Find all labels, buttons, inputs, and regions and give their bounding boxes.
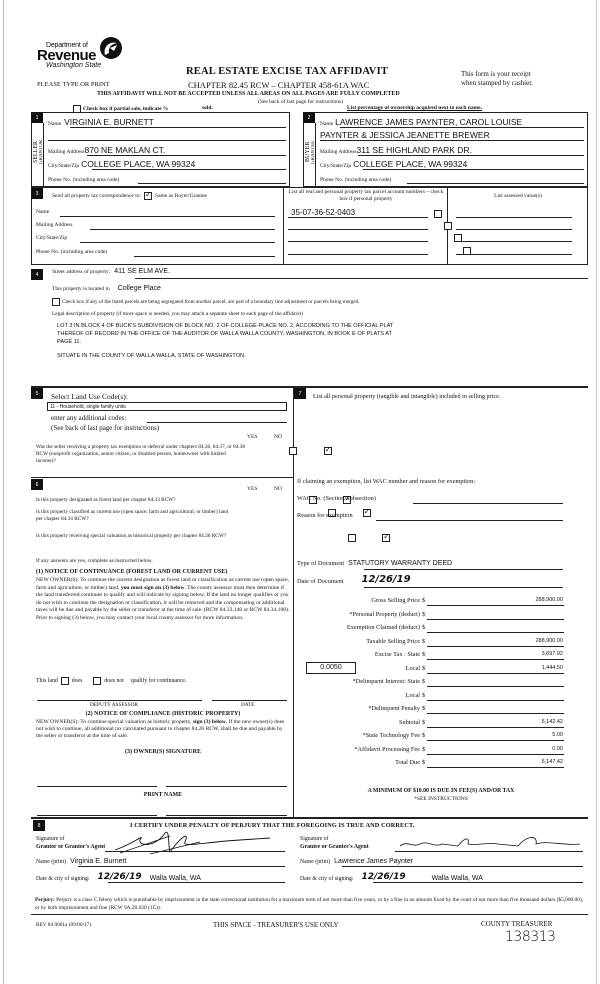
seller-city-value: COLLEGE PLACE, WA 99324	[81, 159, 196, 169]
minimum-due-notice: A MINIMUM OF $10.00 IS DUE IN FEE(S) AND/OR TAX	[367, 788, 515, 794]
list-percentage-note: List percentage of ownership acquired next to each name.	[347, 105, 482, 111]
yes-header: YES	[247, 486, 258, 492]
seller-city-field[interactable]	[48, 157, 286, 169]
currency-symbol: $	[422, 610, 426, 618]
parcel-1-personal-checkbox[interactable]	[434, 210, 442, 218]
exemption-claim-label: If claiming an exemption, list WAC number and reason for exemption:	[297, 478, 476, 485]
see-back-instructions: (See back of last page for instructions)	[51, 424, 160, 432]
legal-description	[57, 322, 393, 360]
currency-symbol: $	[422, 759, 426, 766]
doc-date-field[interactable]	[297, 574, 411, 585]
amount-row	[300, 663, 565, 677]
sig-label-2: Grantee or Grantee's Agent	[300, 843, 369, 850]
wac-input[interactable]	[413, 503, 563, 504]
notice2-text-a: NEW OWNER(S): To continue special valuation as historic property,	[36, 719, 193, 725]
street-value: 411 SE ELM AVE.	[114, 268, 170, 275]
city-label: City/State/Zip	[48, 163, 80, 169]
doc-type-value: STATUTORY WARRANTY DEED	[348, 560, 453, 567]
see-instructions-note: *SEE INSTRUCTIONS	[414, 796, 468, 802]
assessed-value-3[interactable]	[456, 241, 572, 242]
segregated-checkbox[interactable]	[52, 298, 60, 306]
currency-symbol: $	[422, 651, 426, 658]
segregated-row	[52, 298, 360, 306]
seller-label: SELLER	[33, 141, 39, 163]
amount-row	[300, 703, 565, 717]
amount-row	[300, 676, 565, 690]
amount-row	[300, 717, 565, 731]
buyer-mailing-field[interactable]	[320, 143, 586, 155]
section-number-1: 1	[31, 112, 43, 123]
same-as-label: Same as Buyer/Grantee	[155, 193, 207, 199]
currency-symbol: $	[422, 597, 426, 604]
assessed-value-2[interactable]	[456, 229, 572, 230]
amount-label: Excise Tax : State	[374, 651, 420, 658]
corr-phone-input[interactable]	[134, 256, 275, 257]
grantee-signature-label	[300, 836, 369, 851]
seller-mailing-field[interactable]	[48, 143, 286, 155]
notice-compliance-title: (2) NOTICE OF COMPLIANCE (HISTORIC PROPERTY)	[85, 711, 241, 717]
underline	[135, 278, 588, 279]
underline	[288, 217, 428, 218]
underline	[427, 646, 564, 647]
excise-tax-local-value[interactable]: 1,444.50	[541, 664, 563, 671]
print-name-label: PRINT NAME	[143, 792, 183, 798]
corr-phone-label: Phone No. (including area code)	[36, 249, 108, 255]
section-divider	[31, 817, 588, 819]
notice-continuance-text	[36, 577, 290, 622]
receipt-note	[461, 70, 533, 88]
corr-city-input[interactable]	[80, 242, 275, 243]
logo-state-text: Washington State	[46, 62, 102, 69]
legal-line-1: LOT 3 IN BLOCK 4 OF BUCK'S SUBDIVISION OF BLOCK NO. 2 OF COLLEGE PLACE NO. 2, ACCORDING TO THE OFFICIAL PLAT	[57, 323, 394, 329]
underline	[78, 866, 285, 867]
grantor-date-field[interactable]	[36, 872, 201, 882]
sold-label: sold.	[202, 105, 213, 111]
section-number-5: 5	[31, 388, 43, 399]
corr-city-label: City/State/Zip	[36, 235, 68, 241]
logo-revenue-text: Revenue	[37, 47, 97, 64]
underline	[427, 659, 564, 660]
amount-row	[300, 757, 565, 771]
segregated-label: Check box if any of the listed parcels are being segregated from another parcel, are part of a boundary line adjustment or parcels being merged.	[62, 299, 360, 305]
historic-no-checkbox[interactable]	[382, 534, 390, 542]
currency-symbol: $	[422, 637, 426, 645]
owner-signature-line-1[interactable]	[37, 786, 157, 787]
assessed-value-4[interactable]	[456, 254, 572, 255]
amount-row	[300, 595, 565, 609]
amounts-table	[300, 595, 565, 800]
owner-signature-line-2[interactable]	[166, 786, 287, 787]
deputy-assessor-label: DEPUTY ASSESSOR	[90, 702, 138, 708]
underline	[395, 851, 583, 852]
parcel-number-2[interactable]	[288, 229, 428, 230]
buyer-city-value: COLLEGE PLACE, WA 99324	[353, 159, 468, 169]
name-label: Name	[320, 121, 334, 127]
affidavit-processing-fee-value[interactable]: 0.00	[552, 745, 563, 752]
section-number-6: 6	[31, 479, 43, 490]
same-as-buyer-checkbox[interactable]	[144, 192, 152, 200]
parcel-number-1[interactable]: 35-07-36-52-0403	[291, 208, 356, 217]
total-due-value[interactable]: 5,147.42	[541, 759, 563, 765]
parcel-2-personal-checkbox[interactable]	[444, 222, 452, 230]
seller-name-value: VIRGINIA E. BURNETT	[64, 117, 154, 127]
underline	[427, 767, 564, 768]
form-revision: REV 84 0001a (09/06/17)	[36, 922, 92, 928]
underline	[427, 727, 564, 728]
amount-row	[300, 609, 565, 623]
amount-label: Total Due	[395, 759, 420, 766]
amount-label: *Personal Property (deduct)	[349, 610, 420, 618]
amount-label: *Affidavit Processing Fee	[354, 745, 420, 753]
deputy-assessor-signature-line[interactable]	[37, 700, 202, 701]
buyer-name-value: LAWRENCE JAMES PAYNTER, CAROL LOUISE	[335, 117, 523, 127]
buyer-city-field[interactable]	[320, 157, 586, 169]
notice2-text-b: . If the new owner(s) does not wish to continue, all additional tax calculated pursuant to chapter 84.26 RCW, shall be due and payable by the seller or transferor at the time of sale.	[36, 719, 285, 739]
sig-label-1: Signature of	[300, 836, 329, 842]
sig-label-1: Signature of	[36, 836, 65, 842]
page-edge	[596, 0, 597, 984]
street-label: Street address of property:	[52, 269, 111, 275]
current-use-question: Is this property classified as current use (open space, farm and agricultural, or timber) land per chapter 84.34 RCW?	[36, 509, 229, 523]
underline	[138, 183, 286, 184]
legal-line-2: THEREOF OF RECORD IN THE OFFICE OF THE AUDITOR OF WALLA WALLA COUNTY, WASHINGTON, IN BOOK E OF PLATS AT	[57, 331, 392, 337]
section-number-3: 3	[31, 188, 43, 199]
underline	[364, 569, 563, 570]
grantor-label	[39, 128, 44, 176]
send-correspondence-row	[52, 192, 207, 200]
located-value: College Place	[117, 285, 161, 292]
seller-name-field[interactable]	[48, 115, 286, 127]
assessor-date-line[interactable]	[212, 700, 287, 701]
state-technology-fee-value[interactable]: 5.00	[552, 732, 563, 738]
doc-date-value: 12/26/19	[361, 574, 411, 585]
name-print-label: Name (print)	[300, 859, 331, 865]
corr-mailing-input[interactable]	[90, 229, 275, 230]
historic-question: Is this property receiving special valuation as historical property per chapter 84.26 RCW?	[36, 533, 227, 539]
reason-input[interactable]	[376, 520, 563, 521]
underline	[48, 140, 286, 141]
perjury-text: Perjury is a class C felony which is punishable by imprisonment in the state correctional institution for a maximum term of not more than five years, or by a fine in an amount fixed by the court of not more than five thousand dollars ($5,000.00), or by both imprisonment and fine (RCW 9A.20.020 (1C)).	[35, 897, 584, 911]
name-label: Name	[48, 121, 62, 127]
date-city-label: Date & city of signing:	[36, 876, 90, 882]
underline	[108, 882, 285, 883]
grantee-date-value: 12/26/19	[361, 872, 406, 882]
seller-mailing-value: 870 NE MAKLAN CT.	[84, 145, 166, 155]
city-label: City/State/Zip	[320, 163, 352, 169]
grantor-date-value: 12/26/19	[97, 872, 142, 882]
mailing-label: Mailing Address	[48, 149, 85, 155]
gross-selling-price-value[interactable]: 288,900.00	[535, 597, 563, 603]
legal-line-3: PAGE 11.	[57, 339, 82, 345]
currency-symbol: $	[422, 732, 426, 739]
section-number-8: 8	[33, 820, 45, 831]
doc-type-field[interactable]	[297, 560, 452, 567]
treasurer-use-label: THIS SPACE - TREASURER'S USE ONLY	[213, 921, 339, 929]
seller-phone-field[interactable]	[48, 173, 286, 183]
currency-symbol: $	[422, 678, 426, 685]
local-rate-value: 0.0050	[320, 663, 342, 671]
this-land-label: This land	[36, 678, 58, 684]
underline	[427, 686, 564, 687]
land-use-label: Select Land Use Code(s):	[51, 392, 128, 401]
parcel-header: List all real and personal property tax parcel account numbers – check box if personal property	[288, 189, 444, 202]
doc-date-label: Date of Document	[297, 578, 344, 585]
buyer-text: BUYER	[305, 141, 311, 163]
currency-symbol: $	[422, 705, 426, 712]
underline	[427, 754, 564, 755]
street-address-field[interactable]	[52, 268, 170, 275]
amount-row	[300, 636, 565, 650]
notice1-text-b: . The county assessor must then determine if the land transferred continues to qualify and will indicate by signing below. If the land no longer qualifies or you do not wish to continue the designation or classification, it will be removed and the compensating or additional taxes will be due and payable by the seller or transferor at the time of sale. (RCW 84.33.140 or RCW 84.34.108). Prior to signing (3) below, you may contact your local county assessor for more information.	[36, 584, 290, 621]
historic-yes-checkbox[interactable]	[348, 534, 356, 542]
if-yes-note: If any answers are yes, complete as instructed below.	[36, 558, 153, 564]
name-print-label: Name (print)	[36, 859, 67, 865]
located-in-row	[52, 285, 161, 292]
grantee-label	[311, 128, 316, 176]
amount-label: Exemption Claimed (deduct)	[346, 624, 420, 631]
does-not-label: does not	[104, 678, 124, 684]
amount-label: Taxable Selling Price	[366, 637, 420, 645]
located-label: This property is located in	[52, 286, 110, 292]
underline	[427, 632, 564, 633]
amount-label: Local	[405, 664, 420, 672]
yes-header: YES	[247, 434, 258, 440]
buyer-mailing-value: 311 SE HIGHLAND PARK DR.	[356, 145, 472, 155]
buyer-name-field[interactable]	[320, 115, 586, 127]
amount-label: Subtotal	[399, 718, 420, 726]
perjury-notice	[35, 896, 585, 912]
underline	[92, 169, 286, 170]
section-number-2: 2	[303, 112, 315, 123]
currency-symbol: $	[422, 664, 426, 672]
form-title: REAL ESTATE EXCISE TAX AFFIDAVIT	[186, 66, 389, 77]
legal-line-4: SITUATE IN THE COUNTY OF WALLA WALLA, STATE OF WASHINGTON.	[57, 353, 246, 359]
see-back-note: (See back of last page for instructions)	[258, 99, 343, 105]
notice-continuance-title: (1) NOTICE OF CONTINUANCE (FOREST LAND OR CURRENT USE)	[36, 569, 228, 575]
grantee-name-value: Lawrence James Paynter	[334, 858, 414, 865]
amount-label: *Delinquent Penalty	[368, 705, 420, 712]
grantor-name-value: Virginia E. Burnett	[70, 858, 127, 865]
amount-row	[300, 744, 565, 758]
treasurer-receipt-number: 138313	[505, 929, 556, 945]
underline	[427, 673, 564, 674]
land-use-value: 11 - Household, single family units	[50, 404, 126, 410]
grantor-name-field[interactable]	[36, 858, 126, 865]
underline	[427, 740, 564, 741]
section-number-4: 4	[31, 269, 43, 280]
currency-symbol: $	[422, 718, 426, 726]
currency-symbol: $	[422, 745, 426, 753]
certify-statement: I CERTIFY UNDER PENALTY OF PERJURY THAT THE FOREGOING IS TRUE AND CORRECT.	[130, 822, 415, 829]
notice1-text-a: NEW OWNER(S): To continue the current designation as forest land or classification as current use (open space, farm and agriculture, or timber) land,	[36, 577, 290, 591]
grantee-city-value: Walla Walla, WA	[431, 875, 483, 882]
does-label: does	[71, 678, 83, 684]
currency-symbol: $	[422, 624, 426, 631]
grantor-city-value: Walla Walla, WA	[149, 875, 201, 882]
date-city-label: Date & city of signing:	[300, 876, 354, 882]
underline	[407, 183, 584, 184]
underline	[363, 169, 584, 170]
current-use-no-checkbox[interactable]	[363, 509, 371, 517]
date-label: DATE	[241, 702, 255, 708]
underline	[340, 127, 584, 128]
additional-codes-label: enter any additional codes:	[51, 414, 127, 422]
amount-row	[300, 622, 565, 636]
doc-type-label: Type of Document	[297, 560, 345, 567]
corr-name-label: Name	[36, 209, 50, 215]
underline	[87, 155, 286, 156]
qualify-label: qualify for continuance.	[130, 678, 187, 684]
exemption-question: Was the seller receiving a property tax exemption or deferral under chapters 84.36, 84.37, or 84.38 RCW (nonprofit organization, senior citizen, or disabled person, homeowner with limited income)?	[36, 444, 246, 465]
corr-name-input[interactable]	[60, 216, 275, 217]
taxable-selling-price-value[interactable]: 288,900.00	[535, 637, 563, 644]
underline	[70, 127, 286, 128]
grantor-signature[interactable]	[110, 828, 280, 858]
buyer-name-line2-value: PAYNTER & JESSICA JEANETTE BREWER	[320, 130, 490, 140]
parcel-number-3[interactable]	[288, 241, 428, 242]
reason-label: Reason for exemption	[297, 512, 353, 519]
print-name-line-2[interactable]	[166, 815, 287, 816]
receipt-line-1: This form is your receipt	[461, 70, 531, 78]
underline	[427, 713, 564, 714]
grantee-text: GRANTEE	[311, 140, 316, 164]
receipt-line-2: when stamped by cashier.	[461, 79, 533, 87]
underline	[364, 587, 563, 588]
send-label: Send all property tax correspondence to:	[52, 193, 142, 199]
parcel-number-4[interactable]	[288, 254, 428, 255]
acceptance-warning: THIS AFFIDAVIT WILL NOT BE ACCEPTED UNLESS ALL AREAS ON ALL PAGES ARE FULLY COMPLETED	[97, 91, 400, 97]
underline	[427, 700, 564, 701]
amount-row	[300, 690, 565, 704]
wac-label: WAC No. (Section/Subsection)	[297, 495, 376, 502]
land-use-select[interactable]	[47, 402, 287, 411]
underline	[427, 619, 564, 620]
print-name-line-1[interactable]	[37, 815, 157, 816]
underline	[427, 605, 564, 606]
legal-description-label: Legal description of property (if more space is needed, you may attach a separate sheet to each page of the affidavit)	[52, 311, 303, 317]
underline	[320, 140, 584, 141]
section-divider	[31, 386, 588, 388]
buyer-phone-field[interactable]	[320, 173, 586, 183]
county-treasurer-label: COUNTY TREASURER	[481, 920, 553, 928]
logo-dept-text: Department of	[46, 42, 88, 49]
section-number-7: 7	[294, 388, 306, 399]
amount-label: *Delinquent Interest: State	[352, 678, 420, 685]
divider	[283, 187, 284, 265]
dor-logo-icon	[97, 35, 123, 61]
page-edge	[3, 0, 4, 984]
subtotal-value[interactable]: 5,142.42	[541, 718, 563, 725]
footer-divider	[31, 914, 588, 915]
form-subtitle: CHAPTER 82.45 RCW – CHAPTER 458-61A WAC	[188, 80, 370, 90]
personal-property-area[interactable]	[300, 415, 585, 465]
owner-signature-label: (3) OWNER(S) SIGNATURE	[125, 749, 201, 755]
grantor-signature-label	[36, 836, 105, 851]
sig-label-2: Grantor or Grantor's Agent	[36, 843, 106, 850]
notice2-bold: sign (3) below	[192, 719, 226, 725]
mailing-label: Mailing Address	[320, 149, 357, 155]
no-header: NO	[274, 486, 282, 492]
underline	[342, 866, 583, 867]
assessed-value-1[interactable]	[456, 217, 572, 218]
notice1-bold: you must sign on (3) below	[120, 584, 185, 591]
personal-property-label: List all personal property (tangible and intangible) included in selling price.	[313, 393, 501, 400]
amount-label: Gross Selling Price	[371, 597, 420, 604]
please-type-note: PLEASE TYPE OR PRINT	[37, 81, 110, 88]
exemption-yes-checkbox[interactable]	[289, 447, 297, 455]
amount-label: Local	[405, 691, 420, 699]
additional-codes-input[interactable]	[147, 422, 287, 423]
qualify-row	[36, 677, 186, 685]
underline	[105, 851, 285, 852]
grantee-date-field[interactable]	[300, 872, 483, 882]
phone-label: Phone No. (including area code)	[320, 177, 392, 183]
assessed-header: List assessed value(s)	[494, 193, 542, 199]
excise-tax-state-value[interactable]: 3,697.92	[541, 651, 563, 657]
section-divider	[31, 477, 293, 478]
notice-compliance-text	[36, 719, 290, 740]
perjury-bold: Perjury:	[35, 897, 55, 903]
corr-mailing-label: Mailing Address	[36, 222, 73, 228]
underline	[358, 155, 584, 156]
phone-label: Phone No. (including area code)	[48, 177, 120, 183]
partial-sale-label: Check box if partial sale, indicate %	[83, 106, 169, 112]
does-checkbox[interactable]	[61, 677, 69, 685]
no-header: NO	[274, 434, 282, 440]
forest-land-question: Is this property designated as forest land per chapter 84.33 RCW?	[36, 497, 176, 503]
buyer-name-line2[interactable]	[320, 129, 586, 140]
grantor-text: GRANTOR	[39, 139, 44, 165]
amount-label: *State Technology Fee	[362, 732, 420, 739]
does-not-checkbox[interactable]	[93, 677, 101, 685]
currency-symbol: $	[422, 691, 426, 699]
grantee-name-field[interactable]	[300, 858, 413, 865]
amount-row	[300, 730, 565, 744]
underline	[373, 882, 583, 883]
